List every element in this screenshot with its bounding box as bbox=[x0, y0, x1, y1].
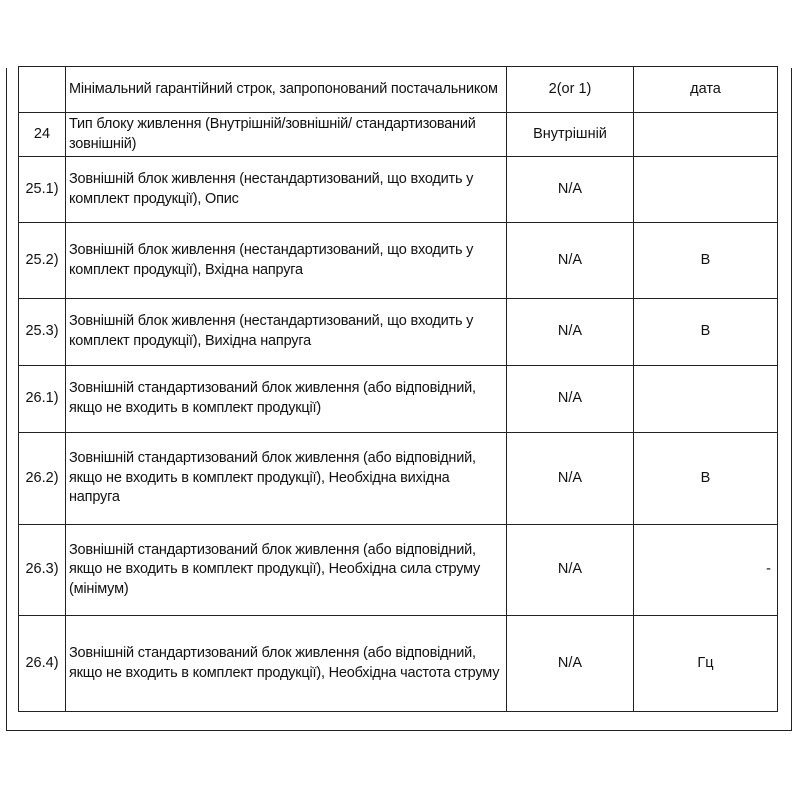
row-number: 26.3) bbox=[19, 525, 66, 616]
row-number: 26.1) bbox=[19, 366, 66, 433]
row-unit bbox=[634, 366, 778, 433]
row-description: Зовнішній стандартизований блок живлення (або відповідний, якщо не входить в комплект продукції), Необхідна сила струму (мінімум) bbox=[66, 525, 507, 616]
row-value: N/A bbox=[507, 433, 634, 525]
row-number: 26.2) bbox=[19, 433, 66, 525]
table-row bbox=[19, 67, 778, 113]
row-unit bbox=[634, 113, 778, 157]
table-row bbox=[19, 616, 778, 712]
row-value: N/A bbox=[507, 157, 634, 223]
row-value: N/A bbox=[507, 366, 634, 433]
row-number: 26.4) bbox=[19, 616, 66, 712]
row-value: 2(or 1) bbox=[507, 67, 634, 113]
table-row bbox=[19, 366, 778, 433]
row-description: Зовнішній стандартизований блок живлення (або відповідний, якщо не входить в комплект продукції) bbox=[66, 366, 507, 433]
row-unit: - bbox=[634, 525, 778, 616]
spec-table bbox=[18, 66, 778, 712]
row-description: Зовнішній блок живлення (нестандартизований, що входить у комплект продукції), Вхідна напруга bbox=[66, 223, 507, 299]
table-row bbox=[19, 525, 778, 616]
row-number: 24 bbox=[19, 113, 66, 157]
row-value: N/A bbox=[507, 299, 634, 366]
row-unit: В bbox=[634, 299, 778, 366]
table-row bbox=[19, 299, 778, 366]
row-value: N/A bbox=[507, 616, 634, 712]
row-unit: В bbox=[634, 433, 778, 525]
table-row bbox=[19, 223, 778, 299]
row-value: N/A bbox=[507, 525, 634, 616]
row-description: Зовнішній стандартизований блок живлення (або відповідний, якщо не входить в комплект продукції), Необхідна частота струму bbox=[66, 616, 507, 712]
row-number: 25.2) bbox=[19, 223, 66, 299]
row-number: 25.3) bbox=[19, 299, 66, 366]
table-row bbox=[19, 433, 778, 525]
table-row bbox=[19, 157, 778, 223]
row-number: 25.1) bbox=[19, 157, 66, 223]
table-row bbox=[19, 113, 778, 157]
row-number bbox=[19, 67, 66, 113]
row-description: Тип блоку живлення (Внутрішній/зовнішній/ стандартизований зовнішній) bbox=[66, 113, 507, 157]
spec-table-body bbox=[19, 67, 778, 712]
row-unit: Гц bbox=[634, 616, 778, 712]
row-unit: В bbox=[634, 223, 778, 299]
row-value: Внутрішній bbox=[507, 113, 634, 157]
row-unit bbox=[634, 157, 778, 223]
row-unit: дата bbox=[634, 67, 778, 113]
row-description: Зовнішній блок живлення (нестандартизований, що входить у комплект продукції), Вихідна напруга bbox=[66, 299, 507, 366]
row-description: Зовнішній блок живлення (нестандартизований, що входить у комплект продукції), Опис bbox=[66, 157, 507, 223]
row-value: N/A bbox=[507, 223, 634, 299]
row-description: Зовнішній стандартизований блок живлення (або відповідний, якщо не входить в комплект продукції), Необхідна вихідна напруга bbox=[66, 433, 507, 525]
row-description: Мінімальний гарантійний строк, запропонований постачальником bbox=[66, 67, 507, 113]
